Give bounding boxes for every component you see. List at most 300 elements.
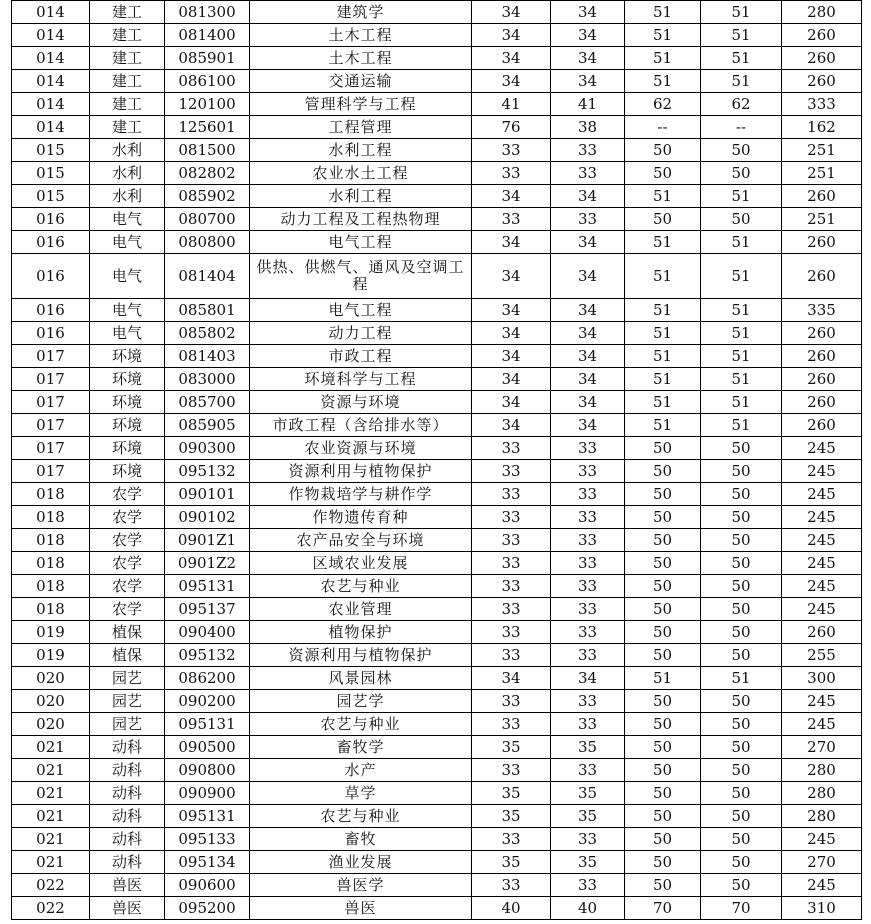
cell-college-code: 018: [12, 506, 90, 529]
table-row: [12, 828, 862, 851]
cell-score-subject1: 50: [625, 598, 701, 621]
cell-score-subject2: 51: [701, 47, 782, 70]
cell-score-total: 335: [782, 299, 862, 322]
cell-score-english: 33: [551, 621, 625, 644]
cell-score-subject2: 50: [701, 874, 782, 897]
cell-score-english: 34: [551, 368, 625, 391]
cell-score-subject2: 51: [701, 185, 782, 208]
cell-major-code: 085901: [165, 47, 250, 70]
cell-score-total: 251: [782, 208, 862, 231]
cell-score-subject2: 70: [701, 897, 782, 920]
cell-score-english: 34: [551, 414, 625, 437]
cell-score-subject1: 50: [625, 874, 701, 897]
cell-major-code: 095132: [165, 460, 250, 483]
cell-score-subject2: 50: [701, 782, 782, 805]
cell-score-politics: 34: [472, 70, 551, 93]
cell-score-subject1: 51: [625, 667, 701, 690]
cell-college-name: 建工: [90, 70, 165, 93]
cell-college-name: 电气: [90, 322, 165, 345]
cell-major-code: 120100: [165, 93, 250, 116]
cell-major-name: 管理科学与工程: [250, 93, 472, 116]
cell-score-english: 34: [551, 70, 625, 93]
cell-college-code: 018: [12, 529, 90, 552]
cell-college-code: 021: [12, 736, 90, 759]
cell-score-total: 260: [782, 345, 862, 368]
cell-score-subject2: 50: [701, 208, 782, 231]
cell-score-subject2: 51: [701, 254, 782, 299]
cell-college-name: 农学: [90, 598, 165, 621]
cell-college-code: 017: [12, 437, 90, 460]
cell-score-subject1: 50: [625, 208, 701, 231]
cell-college-name: 农学: [90, 575, 165, 598]
cell-score-subject2: 50: [701, 460, 782, 483]
cell-college-name: 建工: [90, 116, 165, 139]
cell-score-politics: 34: [472, 47, 551, 70]
cell-score-subject2: 50: [701, 483, 782, 506]
cell-college-code: 014: [12, 47, 90, 70]
cell-score-subject1: 50: [625, 460, 701, 483]
cell-major-code: 085902: [165, 185, 250, 208]
cell-score-subject2: 50: [701, 139, 782, 162]
cell-college-code: 020: [12, 713, 90, 736]
cell-score-english: 33: [551, 874, 625, 897]
cell-college-code: 014: [12, 24, 90, 47]
cell-college-code: 016: [12, 299, 90, 322]
cell-score-subject1: 51: [625, 1, 701, 24]
cell-college-code: 014: [12, 93, 90, 116]
cell-major-name: 环境科学与工程: [250, 368, 472, 391]
cell-score-total: 260: [782, 621, 862, 644]
cell-score-politics: 34: [472, 299, 551, 322]
cell-college-code: 018: [12, 598, 90, 621]
cell-score-total: 260: [782, 231, 862, 254]
cell-score-total: 245: [782, 460, 862, 483]
cell-major-code: 095200: [165, 897, 250, 920]
cell-major-code: 095137: [165, 598, 250, 621]
cell-score-english: 34: [551, 299, 625, 322]
table-row: [12, 667, 862, 690]
cell-score-subject1: 50: [625, 621, 701, 644]
cell-major-name: 草学: [250, 782, 472, 805]
cell-score-subject1: 50: [625, 529, 701, 552]
cell-score-subject1: 50: [625, 483, 701, 506]
cell-score-total: 260: [782, 322, 862, 345]
cell-score-english: 33: [551, 552, 625, 575]
cell-score-total: 245: [782, 828, 862, 851]
cell-score-politics: 34: [472, 368, 551, 391]
cell-college-code: 016: [12, 208, 90, 231]
cell-score-english: 34: [551, 254, 625, 299]
cell-score-subject1: 50: [625, 713, 701, 736]
cell-college-name: 动科: [90, 828, 165, 851]
cell-score-subject2: 51: [701, 299, 782, 322]
cell-score-english: 33: [551, 575, 625, 598]
cell-score-politics: 34: [472, 391, 551, 414]
cell-college-code: 016: [12, 254, 90, 299]
cell-score-politics: 34: [472, 24, 551, 47]
cell-score-english: 34: [551, 345, 625, 368]
cell-college-name: 电气: [90, 299, 165, 322]
cell-score-total: 245: [782, 437, 862, 460]
cell-score-politics: 33: [472, 759, 551, 782]
table-row: [12, 322, 862, 345]
cell-score-politics: 34: [472, 231, 551, 254]
cell-score-subject1: 50: [625, 851, 701, 874]
cell-score-subject2: 50: [701, 598, 782, 621]
cell-college-name: 兽医: [90, 897, 165, 920]
table-row: [12, 851, 862, 874]
cell-major-code: 081404: [165, 254, 250, 299]
cell-score-english: 35: [551, 782, 625, 805]
cell-college-name: 水利: [90, 162, 165, 185]
table-body: [12, 1, 862, 920]
cell-college-name: 农学: [90, 552, 165, 575]
cell-college-code: 015: [12, 185, 90, 208]
cell-score-subject1: 51: [625, 254, 701, 299]
cell-college-name: 水利: [90, 185, 165, 208]
table-row: [12, 529, 862, 552]
cell-major-code: 081400: [165, 24, 250, 47]
cell-major-code: 080700: [165, 208, 250, 231]
cell-major-code: 080800: [165, 231, 250, 254]
cell-college-name: 动科: [90, 851, 165, 874]
cell-score-politics: 33: [472, 644, 551, 667]
table-row: [12, 483, 862, 506]
cell-score-total: 260: [782, 70, 862, 93]
cell-college-code: 015: [12, 139, 90, 162]
cell-major-code: 095133: [165, 828, 250, 851]
cell-score-total: 270: [782, 736, 862, 759]
cell-score-subject1: 50: [625, 805, 701, 828]
cell-score-subject1: 50: [625, 575, 701, 598]
cell-major-code: 125601: [165, 116, 250, 139]
cell-college-name: 环境: [90, 345, 165, 368]
cell-major-name: 农艺与种业: [250, 575, 472, 598]
cell-score-subject1: 51: [625, 231, 701, 254]
cell-score-total: 245: [782, 506, 862, 529]
table-row: [12, 47, 862, 70]
cell-score-total: 260: [782, 368, 862, 391]
cell-score-subject2: 50: [701, 736, 782, 759]
cell-score-politics: 34: [472, 185, 551, 208]
cell-college-code: 022: [12, 897, 90, 920]
cell-major-code: 095131: [165, 575, 250, 598]
cell-score-politics: 76: [472, 116, 551, 139]
cell-score-politics: 33: [472, 874, 551, 897]
cell-major-code: 090400: [165, 621, 250, 644]
cell-score-subject2: --: [701, 116, 782, 139]
cell-major-code: 090101: [165, 483, 250, 506]
cell-score-total: 162: [782, 116, 862, 139]
cell-major-name: 作物栽培学与耕作学: [250, 483, 472, 506]
cell-college-code: 021: [12, 828, 90, 851]
table-row: [12, 93, 862, 116]
cell-major-code: 090800: [165, 759, 250, 782]
cell-college-code: 017: [12, 414, 90, 437]
cell-score-politics: 33: [472, 139, 551, 162]
cell-score-politics: 33: [472, 162, 551, 185]
cell-score-total: 245: [782, 575, 862, 598]
table-row: [12, 644, 862, 667]
cell-major-name: 兽医学: [250, 874, 472, 897]
cell-college-name: 动科: [90, 736, 165, 759]
cell-score-subject2: 51: [701, 345, 782, 368]
cell-college-code: 022: [12, 874, 90, 897]
table-row: [12, 254, 862, 299]
cell-college-code: 014: [12, 1, 90, 24]
cell-college-code: 018: [12, 575, 90, 598]
cell-score-subject1: 51: [625, 322, 701, 345]
cell-major-name: 土木工程: [250, 47, 472, 70]
table-row: [12, 759, 862, 782]
cell-college-name: 动科: [90, 782, 165, 805]
table-row: [12, 575, 862, 598]
cell-score-politics: 35: [472, 736, 551, 759]
cell-score-english: 35: [551, 851, 625, 874]
cell-score-subject2: 50: [701, 529, 782, 552]
cell-major-name: 资源与环境: [250, 391, 472, 414]
cell-college-code: 020: [12, 667, 90, 690]
cell-college-code: 016: [12, 231, 90, 254]
cell-score-subject1: 50: [625, 736, 701, 759]
cell-score-total: 245: [782, 690, 862, 713]
cell-major-name: 渔业发展: [250, 851, 472, 874]
cell-score-total: 280: [782, 759, 862, 782]
cell-score-politics: 33: [472, 483, 551, 506]
cell-college-code: 019: [12, 644, 90, 667]
cell-score-politics: 35: [472, 851, 551, 874]
cell-score-politics: 34: [472, 414, 551, 437]
cell-college-code: 021: [12, 782, 90, 805]
cell-college-code: 017: [12, 368, 90, 391]
cell-major-code: 090102: [165, 506, 250, 529]
cell-major-name: 电气工程: [250, 231, 472, 254]
cell-score-subject2: 51: [701, 322, 782, 345]
cell-major-code: 086200: [165, 667, 250, 690]
table-row: [12, 70, 862, 93]
cell-major-code: 090900: [165, 782, 250, 805]
cell-score-subject2: 51: [701, 391, 782, 414]
cell-major-name: 建筑学: [250, 1, 472, 24]
cell-score-politics: 33: [472, 713, 551, 736]
cell-score-total: 280: [782, 782, 862, 805]
cell-major-code: 090300: [165, 437, 250, 460]
cell-college-name: 水利: [90, 139, 165, 162]
cell-score-subject2: 50: [701, 575, 782, 598]
cell-score-subject1: 70: [625, 897, 701, 920]
cell-score-subject1: 51: [625, 185, 701, 208]
cell-score-total: 280: [782, 805, 862, 828]
cell-score-subject2: 51: [701, 1, 782, 24]
cell-major-name: 资源利用与植物保护: [250, 460, 472, 483]
cell-score-english: 34: [551, 1, 625, 24]
cell-score-total: 300: [782, 667, 862, 690]
cell-score-english: 34: [551, 391, 625, 414]
cell-major-code: 081403: [165, 345, 250, 368]
cell-score-subject1: 50: [625, 782, 701, 805]
cell-college-name: 农学: [90, 483, 165, 506]
cell-score-subject1: --: [625, 116, 701, 139]
cell-major-code: 081500: [165, 139, 250, 162]
cell-score-total: 260: [782, 254, 862, 299]
cell-college-name: 植保: [90, 621, 165, 644]
cell-college-code: 021: [12, 805, 90, 828]
cell-score-total: 260: [782, 391, 862, 414]
cell-score-subject2: 50: [701, 506, 782, 529]
cell-score-english: 33: [551, 437, 625, 460]
cell-major-name: 市政工程（含给排水等）: [250, 414, 472, 437]
cell-score-politics: 34: [472, 667, 551, 690]
score-table: [11, 0, 862, 920]
cell-major-name: 动力工程及工程热物理: [250, 208, 472, 231]
table-row: [12, 782, 862, 805]
cell-score-subject2: 50: [701, 552, 782, 575]
cell-college-code: 020: [12, 690, 90, 713]
cell-college-code: 018: [12, 483, 90, 506]
cell-score-english: 33: [551, 139, 625, 162]
cell-major-name: 水利工程: [250, 139, 472, 162]
table-row: [12, 414, 862, 437]
cell-score-english: 33: [551, 460, 625, 483]
table-row: [12, 162, 862, 185]
cell-score-english: 33: [551, 713, 625, 736]
cell-major-name: 农业管理: [250, 598, 472, 621]
table-row: [12, 1, 862, 24]
cell-college-name: 建工: [90, 47, 165, 70]
cell-score-politics: 34: [472, 322, 551, 345]
cell-score-english: 33: [551, 644, 625, 667]
cell-score-total: 270: [782, 851, 862, 874]
cell-college-name: 兽医: [90, 874, 165, 897]
cell-score-total: 333: [782, 93, 862, 116]
cell-score-subject2: 50: [701, 828, 782, 851]
cell-score-politics: 34: [472, 254, 551, 299]
table-row: [12, 552, 862, 575]
table-row: [12, 391, 862, 414]
cell-score-politics: 33: [472, 621, 551, 644]
cell-score-english: 34: [551, 47, 625, 70]
cell-score-subject1: 51: [625, 70, 701, 93]
cell-score-english: 33: [551, 529, 625, 552]
cell-major-name: 畜牧: [250, 828, 472, 851]
cell-score-subject1: 50: [625, 828, 701, 851]
cell-major-code: 095134: [165, 851, 250, 874]
cell-score-english: 34: [551, 24, 625, 47]
cell-score-total: 310: [782, 897, 862, 920]
cell-score-total: 260: [782, 185, 862, 208]
cell-score-subject2: 51: [701, 368, 782, 391]
table-row: [12, 139, 862, 162]
cell-major-name: 农业资源与环境: [250, 437, 472, 460]
cell-college-name: 园艺: [90, 667, 165, 690]
table-row: [12, 690, 862, 713]
cell-college-name: 农学: [90, 529, 165, 552]
cell-score-politics: 33: [472, 506, 551, 529]
cell-score-subject1: 51: [625, 414, 701, 437]
cell-score-total: 260: [782, 414, 862, 437]
cell-major-name: 农业水土工程: [250, 162, 472, 185]
cell-score-subject1: 50: [625, 552, 701, 575]
cell-score-subject1: 50: [625, 644, 701, 667]
cell-college-name: 环境: [90, 368, 165, 391]
table-row: [12, 460, 862, 483]
cell-college-name: 电气: [90, 231, 165, 254]
cell-major-name: 水产: [250, 759, 472, 782]
cell-score-politics: 35: [472, 805, 551, 828]
cell-score-english: 33: [551, 208, 625, 231]
table-row: [12, 506, 862, 529]
cell-college-name: 农学: [90, 506, 165, 529]
cell-score-subject2: 51: [701, 667, 782, 690]
cell-major-code: 095131: [165, 713, 250, 736]
cell-major-code: 085802: [165, 322, 250, 345]
cell-score-subject1: 51: [625, 299, 701, 322]
cell-score-subject1: 50: [625, 139, 701, 162]
cell-major-code: 0901Z1: [165, 529, 250, 552]
cell-score-subject2: 50: [701, 713, 782, 736]
cell-score-english: 34: [551, 322, 625, 345]
cell-score-total: 251: [782, 162, 862, 185]
cell-score-subject2: 62: [701, 93, 782, 116]
cell-major-code: 090500: [165, 736, 250, 759]
cell-major-name: 区域农业发展: [250, 552, 472, 575]
cell-score-english: 33: [551, 759, 625, 782]
cell-major-code: 085905: [165, 414, 250, 437]
cell-major-name: 植物保护: [250, 621, 472, 644]
cell-score-politics: 40: [472, 897, 551, 920]
cell-score-total: 255: [782, 644, 862, 667]
cell-college-name: 动科: [90, 805, 165, 828]
cell-college-name: 电气: [90, 208, 165, 231]
cell-score-politics: 34: [472, 345, 551, 368]
cell-major-code: 086100: [165, 70, 250, 93]
cell-score-total: 245: [782, 529, 862, 552]
cell-college-name: 环境: [90, 460, 165, 483]
cell-score-subject1: 51: [625, 345, 701, 368]
cell-major-code: 083000: [165, 368, 250, 391]
table-row: [12, 713, 862, 736]
cell-score-subject2: 50: [701, 851, 782, 874]
cell-major-code: 095131: [165, 805, 250, 828]
cell-score-english: 34: [551, 231, 625, 254]
cell-major-name: 动力工程: [250, 322, 472, 345]
cell-score-subject1: 51: [625, 47, 701, 70]
cell-score-total: 245: [782, 552, 862, 575]
cell-score-politics: 33: [472, 598, 551, 621]
cell-college-name: 园艺: [90, 713, 165, 736]
cell-score-subject1: 50: [625, 506, 701, 529]
table-row: [12, 621, 862, 644]
cell-score-subject2: 51: [701, 70, 782, 93]
cell-score-politics: 33: [472, 828, 551, 851]
cell-score-english: 33: [551, 483, 625, 506]
table-row: [12, 299, 862, 322]
cell-major-name: 农艺与种业: [250, 713, 472, 736]
cell-major-name: 交通运输: [250, 70, 472, 93]
table-row: [12, 736, 862, 759]
table-row: [12, 437, 862, 460]
cell-college-code: 015: [12, 162, 90, 185]
cell-college-code: 014: [12, 70, 90, 93]
cell-college-name: 建工: [90, 93, 165, 116]
cell-score-english: 35: [551, 736, 625, 759]
cell-major-name: 市政工程: [250, 345, 472, 368]
cell-score-subject2: 50: [701, 805, 782, 828]
cell-college-name: 建工: [90, 24, 165, 47]
cell-score-subject1: 62: [625, 93, 701, 116]
cell-college-name: 环境: [90, 437, 165, 460]
cell-score-english: 33: [551, 162, 625, 185]
